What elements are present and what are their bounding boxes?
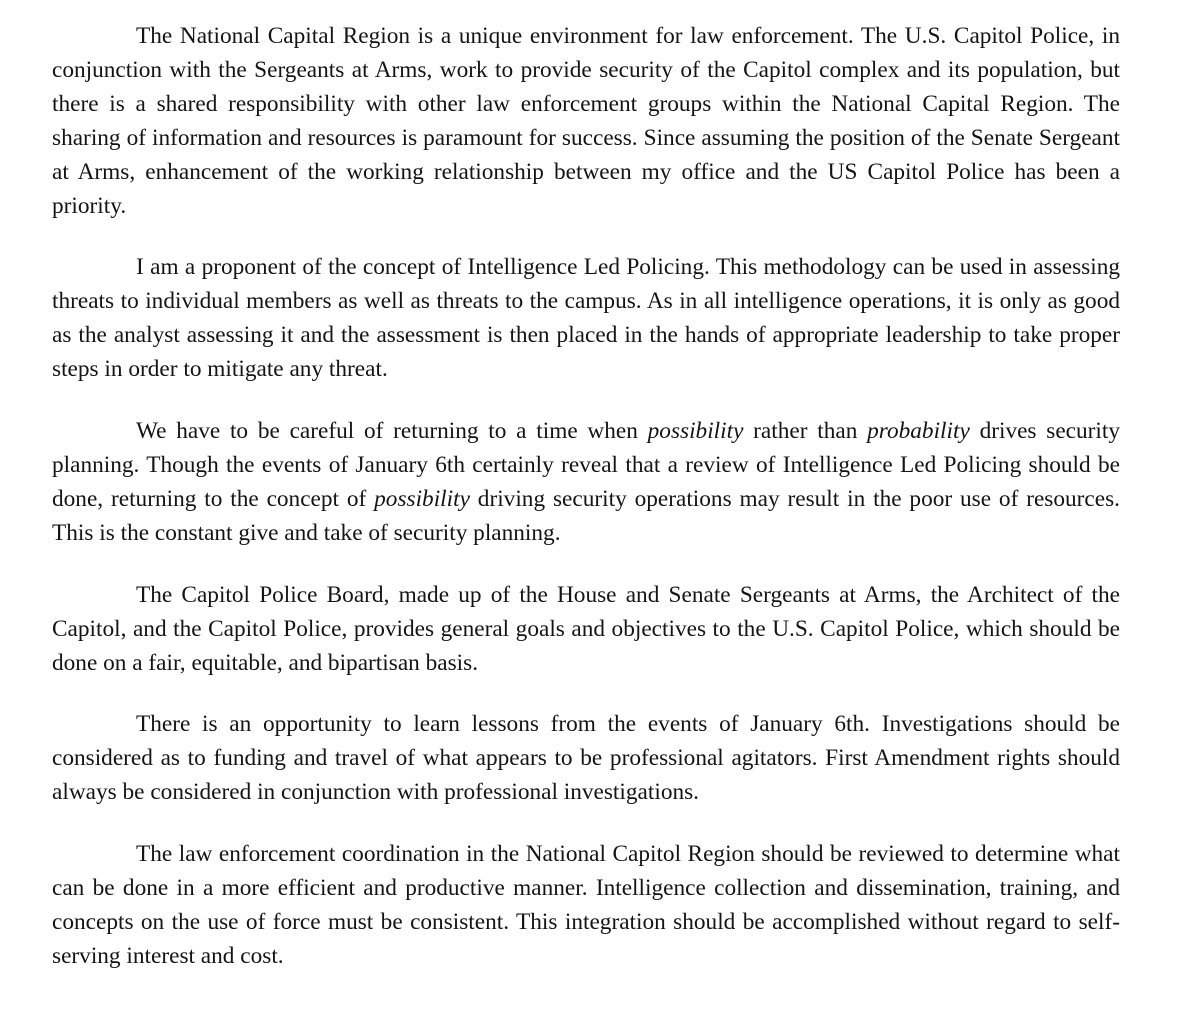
paragraph-1 [52, 20, 1120, 223]
paragraph-5 [52, 708, 1120, 810]
paragraph-4 [52, 579, 1120, 681]
paragraph-3-text-a: We have to be careful of returning to a time when [136, 418, 648, 445]
paragraph-3-text-b: rather than [743, 418, 868, 445]
paragraph-2 [52, 251, 1120, 387]
paragraph-4-text: The Capitol Police Board, made up of the House and Senate Sergeants at Arms, the Architect of the Capitol, and the Capitol Police, provides general goals and objectives to the U.S. Capitol Police, which should be done on a fair, equitable, and bipartisan basis. [52, 581, 1120, 676]
paragraph-3-text-c: drives security planning. Though the events of January 6th certainly reveal that a review of Intelligence Led Policing should be done, returning to the concept of [52, 418, 1121, 512]
paragraph-3-italic-probability: probability [867, 418, 970, 445]
paragraph-6-text: The law enforcement coordination in the National Capitol Region should be reviewed to determine what can be done in a more efficient and productive manner. Intelligence collection and dissemination, training, and concepts on the use of force must be consistent. This integration should be accomplished without regard to self-serving interest and cost. [52, 841, 1120, 969]
paragraph-5-text: There is an opportunity to learn lessons from the events of January 6th. Investigations should be considered as to funding and travel of what appears to be professional agitators. First Amendment rights should always be considered in conjunction with professional investigations. [52, 711, 1120, 806]
paragraph-2-text: I am a proponent of the concept of Intelligence Led Policing. This methodology can be used in assessing threats to individual members as well as threats to the campus. As in all intelligence operations, it is only as good as the analyst assessing it and the assessment is then placed in the hands of appropriate leadership to take proper steps in order to mitigate any threat. [52, 254, 1120, 383]
paragraph-3-italic-possibility: possibility [647, 418, 744, 445]
paragraph-6 [52, 838, 1120, 974]
paragraph-3-text-d: driving security operations may result in the poor use of resources. This is the constant give and take of security planning. [52, 485, 1120, 546]
paragraph-3-italic-possibility-2: possibility [374, 485, 470, 512]
paragraph-3 [52, 415, 1120, 551]
paragraph-1-text: The National Capital Region is a unique environment for law enforcement. The U.S. Capitol Police, in conjunction with the Sergeants at Arms, work to provide security of the Capitol complex and its population, but there is a shared responsibility with other law enforcement groups within the National Capital Region. The sharing of information and resources is paramount for success. Since assuming the position of the Senate Sergeant at Arms, enhancement of the working relationship between my office and the US Capitol Police has been a priority. [52, 23, 1120, 219]
document-page [52, 20, 1120, 1002]
